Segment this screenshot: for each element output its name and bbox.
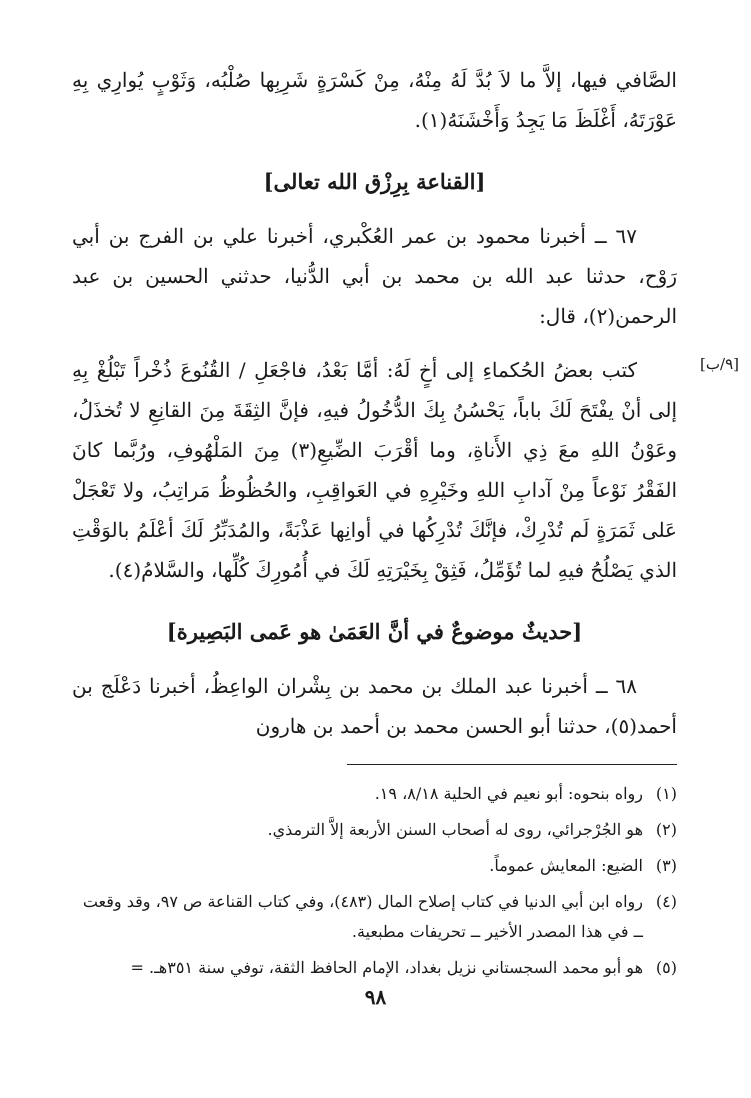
section-heading-fabricated-hadith: [حديثٌ موضوعٌ في أنَّ العَمَىٰ هو عَمى البَصِيرة]: [166, 619, 583, 644]
hadith-67-paragraph: ٦٧ ــ أخبرنا محمود بن عمر العُكْبري، أخبرنا علي بن الفرج بن أبي رَوْح، حدثنا عبد الله بن محمد بن أبي الدُّنيا، حدثني الحسين بن عبد الرحمن(٢)، قال:: [72, 224, 677, 328]
footnote-text: رواه ابن أبي الدنيا في كتاب إصلاح المال (٤٨٣)، وفي كتاب القناعة ص ٩٧، وقد وقعت ــ في هذا المصدر الأخير ــ تحريفات مطبعية.: [82, 892, 643, 941]
page-number: ٩٨: [364, 985, 387, 1009]
section-heading-contentment: [القناعة بِرِزْق الله تعالى]: [263, 169, 486, 194]
manuscript-folio-marker: [٩/ب]: [700, 355, 739, 373]
footnote-item: [72, 887, 677, 947]
footnotes-list: [72, 779, 677, 983]
intro-paragraph: الصَّافي فيها، إلاَّ ما لاَ بُدَّ لَهُ مِنْهُ، مِنْ كَسْرَةٍ شَرِبِها صُلْبُه، وَثَوْبٍ يُوارِي بِهِ عَوْرَتَهُ، أَغْلَظَ مَا يَجِدُ وَأَخْشَنَهُ(١).: [72, 68, 677, 132]
footnote-text: هو أبو محمد السجستاني نزيل بغداد، الإمام الحافظ الثقة، توفي سنة ٣٥١هـ. =: [130, 958, 643, 977]
footnote-text: الضيع: المعايش عموماً.: [489, 856, 643, 875]
footnote-item: [72, 851, 677, 881]
footnote-item: [72, 815, 677, 845]
footnote-number: (٥): [655, 958, 677, 977]
footnote-number: (١): [655, 784, 677, 803]
book-page: [72, 60, 739, 989]
wisdom-letter-paragraph: كتب بعضُ الحُكماءِ إلى أخٍ لَهُ: أمَّا بَعْدُ، فاجْعَلِ / القُنُوعَ ذُخْراً تَبْلُغْ بِهِ إلى أنْ يفْتَحَ لَكَ باباً، يَحْسُنُ بِكَ الدُّخُولُ فيهِ، فإنَّ الثِقَةَ مِنَ القانِعِ لا تُخذَلُ، وعَوْنُ اللهِ معَ ذِي الأَناةِ، وما أقْرَبَ الضِّيعِ(٣) مِنَ المَلْهُوفِ، ورُبَّما كانَ الفَقْرُ نَوْعاً مِنْ آدابِ اللهِ وخَيْرِهِ في العَواقِبِ، والحُظُوظُ مَراتِبُ، ولا تَعْجَلْ عَلى ثَمَرَةٍ لَم تُدْرِكْ، فإنَّكَ تُدْرِكُها في أوانِها عَذْبَةً، والمُدَبِّرُ لَكَ أعْلَمُ بالوَقْتِ الذي يَصْلُحُ فيهِ لما تُؤَمِّلُ، فَثِقْ بِخَيْرَتِهِ لَكَ في أُمُورِكَ كُلِّها، والسَّلامُ(٤).: [72, 358, 677, 582]
footnote-text: رواه بنحوه: أبو نعيم في الحلية ٨/١٨، ١٩.: [374, 784, 643, 803]
wisdom-letter-block: [72, 350, 739, 590]
footnote-item: [72, 953, 677, 983]
footnote-text: هو الجُرْجرائي، روى له أصحاب السنن الأربعة إلاَّ الترمذي.: [267, 820, 643, 839]
footnote-divider: [347, 764, 677, 765]
hadith-68-paragraph: ٦٨ ــ أخبرنا عبد الملك بن محمد بن بِشْران الواعِظُ، أخبرنا دَعْلَج بن أحمد(٥)، حدثنا أبو الحسن محمد بن أحمد بن هارون: [72, 674, 677, 738]
footnote-number: (٤): [655, 892, 677, 911]
footnote-item: [72, 779, 677, 809]
footnote-number: (٣): [655, 856, 677, 875]
footnote-number: (٢): [655, 820, 677, 839]
